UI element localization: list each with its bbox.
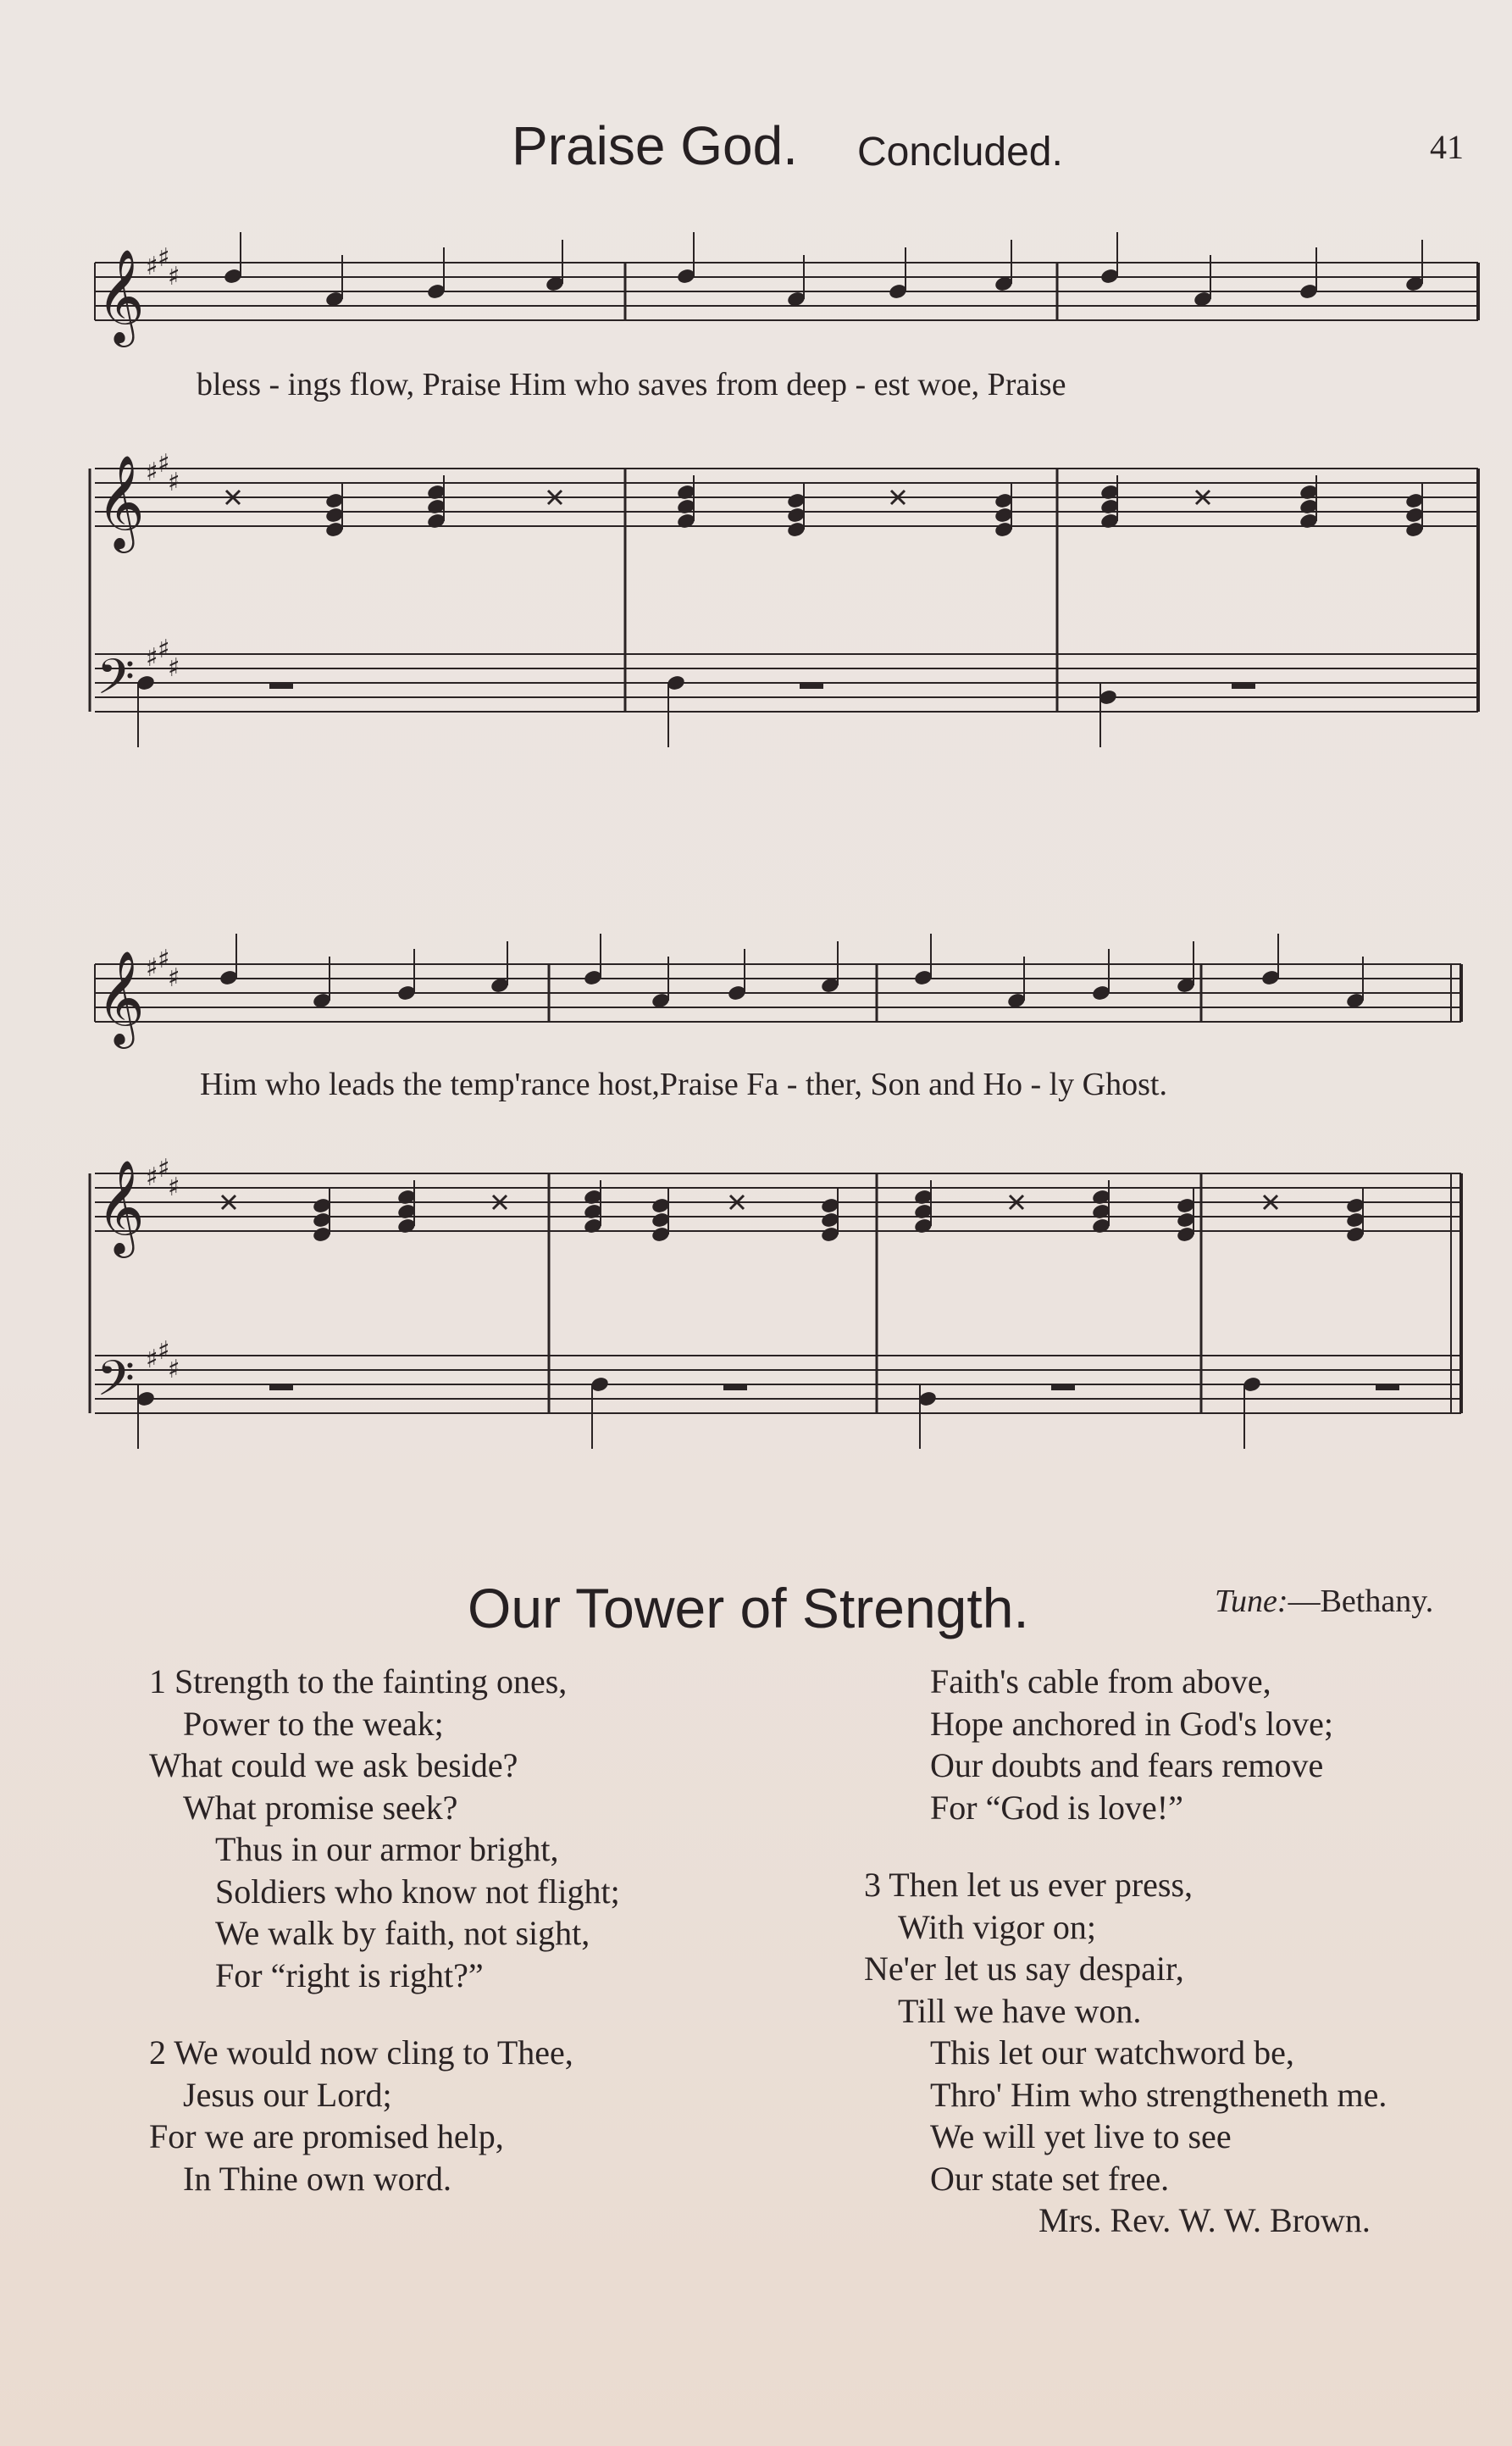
sharp-icon: ♯ [158,1336,170,1366]
verse-line: We walk by faith, not sight, [215,1914,590,1952]
sharp-icon: ♯ [146,953,158,983]
verse-line: For “right is right?” [215,1955,484,1994]
verse-line: Power to the weak; [183,1704,444,1743]
verse-line: Hope anchored in God's love; [930,1704,1333,1743]
verse-line: For “God is love!” [930,1788,1183,1827]
sharp-icon: ♯ [158,449,170,479]
sharp-icon: ♯ [168,963,180,993]
hymn-title: Our Tower of Strength. [468,1577,1029,1639]
sharp-icon: ♯ [146,1345,158,1374]
sharp-icon: ♯ [168,1355,180,1384]
verses-right-column [864,1661,1387,2199]
verse-line: Soldiers who know not flight; [215,1872,620,1911]
sharp-icon: ♯ [168,468,180,497]
verse-line: Ne'er let us say despair, [864,1950,1184,1988]
tune-label: Tune: [1215,1584,1288,1619]
sharp-icon: ♯ [158,635,170,664]
verse-line: With vigor on; [898,1907,1096,1946]
verse-line: This let our watchword be, [930,2033,1294,2072]
verse-line: 1 Strength to the fainting ones, [149,1662,568,1700]
title-suffix: Concluded. [857,130,1063,175]
bass-clef-icon: 𝄢 [97,648,136,718]
whole-rest-icon [723,1384,747,1390]
sharp-icon: ♯ [158,1154,170,1184]
sharp-icon: ♯ [158,945,170,974]
verse-line: For we are promised help, [149,2117,504,2155]
verse-line: What promise seek? [183,1788,458,1827]
whole-rest-icon [1051,1384,1075,1390]
verse-line: 2 We would now cling to Thee, [149,2033,573,2072]
verse-line: Faith's cable from above, [930,1662,1271,1700]
system2-lyrics: Him who leads the temp'rance host,Praise Fa - ther, Son and Ho - ly Ghost. [200,1067,1167,1102]
sharp-icon: ♯ [146,252,158,281]
verse-line: We will yet live to see [930,2117,1232,2155]
verse-line: Till we have won. [898,1991,1142,2030]
whole-rest-icon [269,683,293,689]
tune-name: —Bethany. [1288,1584,1434,1619]
bass-clef-icon: 𝄢 [97,1350,136,1419]
verse-line: What could we ask beside? [149,1746,518,1784]
whole-rest-icon [800,683,823,689]
page-title: Praise God. [512,115,798,176]
treble-clef-icon: 𝄞 [97,1159,145,1254]
treble-clef-icon: 𝄞 [97,950,145,1045]
whole-rest-icon [1232,683,1255,689]
verse-line: 3 Then let us ever press, [864,1866,1194,1904]
sharp-icon: ♯ [168,1173,180,1202]
whole-rest-icon [1376,1384,1399,1390]
treble-clef-icon: 𝄞 [97,454,145,549]
verse-line: In Thine own word. [183,2159,451,2198]
verse-line: Our state set free. [930,2159,1170,2198]
whole-rest-icon [269,1384,293,1390]
page-number: 41 [1430,128,1464,166]
hymn-author: Mrs. Rev. W. W. Brown. [1038,2201,1371,2239]
verses-left-column [149,1661,620,2199]
sharp-icon: ♯ [168,653,180,683]
system1-lyrics: bless - ings flow, Praise Him who saves from deep - est woe, Praise [197,367,1066,402]
verse-line: Thro' Him who strengtheneth me. [930,2075,1387,2114]
verse-line: Thus in our armor bright, [215,1830,559,1868]
treble-clef-icon: 𝄞 [97,248,145,343]
sharp-icon: ♯ [146,458,158,487]
verse-line: Jesus our Lord; [183,2075,392,2114]
sharp-icon: ♯ [146,643,158,673]
verse-line: Our doubts and fears remove [930,1746,1324,1784]
tune-credit [1215,1583,1433,1620]
sharp-icon: ♯ [168,262,180,291]
sharp-icon: ♯ [158,243,170,273]
sharp-icon: ♯ [146,1162,158,1192]
